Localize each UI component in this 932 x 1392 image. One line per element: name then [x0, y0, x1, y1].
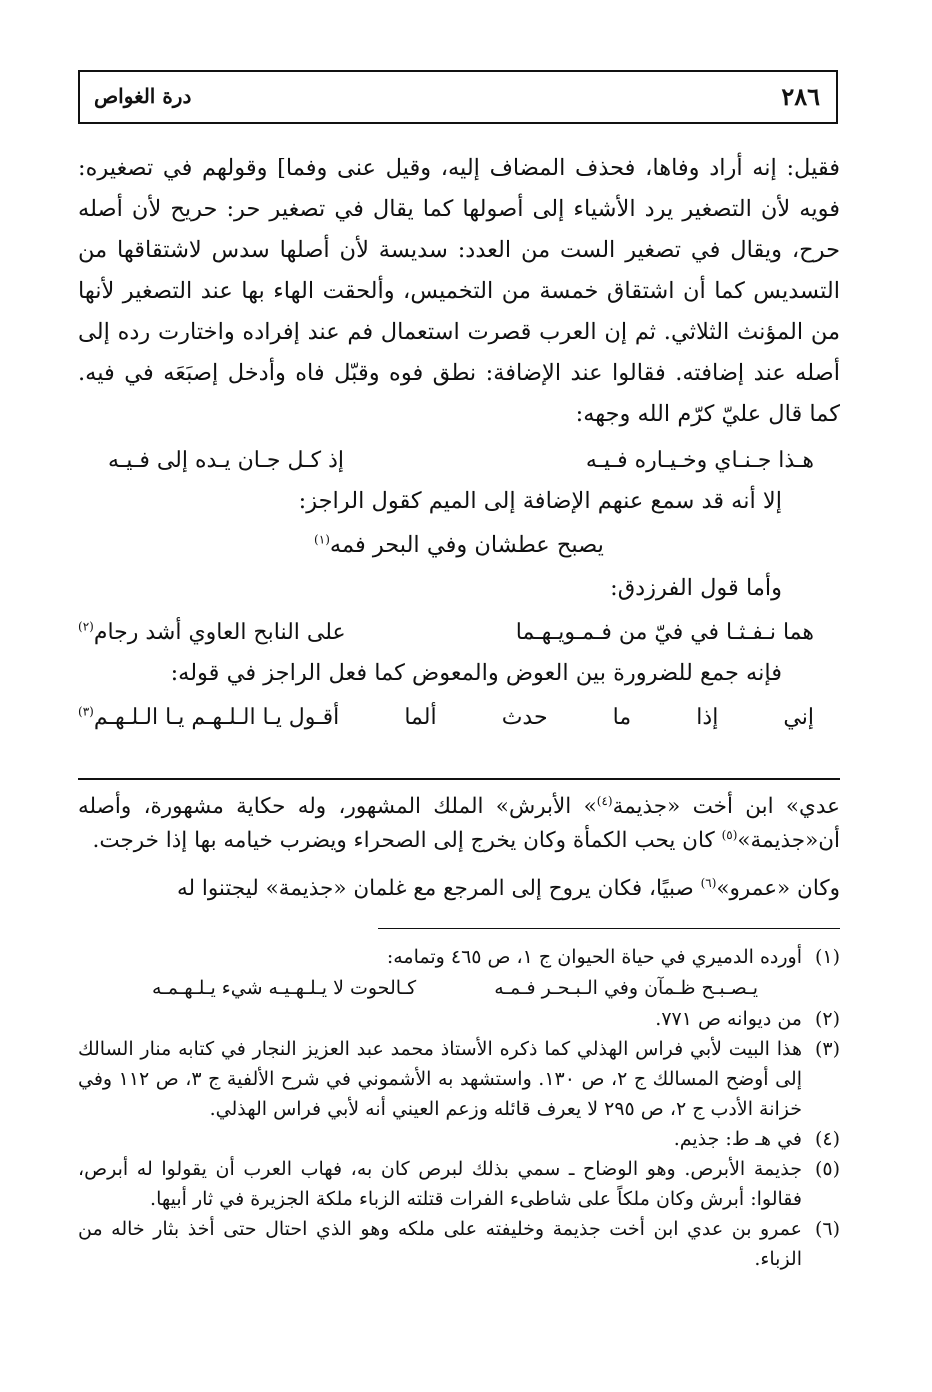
cont-2b: صبيًا، فكان يروح إلى المرجع مع غلمان «جذيمة» ليجتنوا له — [176, 876, 701, 901]
verse-1-right: هـذا جـنـاي وخـيـاره فـيـه — [585, 448, 814, 473]
footnote-number: (٤) — [814, 1128, 840, 1150]
cont-1c: كان يحب الكمأة وكان يخرج إلى الصحراء ويضرب خيامه بها إذا خرجت. — [92, 828, 722, 853]
verse-3-left: على النابح العاوي أشد رجام — [93, 620, 346, 645]
main-paragraph: فقيل: إنه أراد وفاها، فحذف المضاف إليه، وقيل عنى وفما] وقولهم في تصغيره: فويه لأن التصغير يرد الأشياء إلى أصولها كما يقال في تصغير حر: حريح لأن أصله حرح، ويقال في تصغير الست من العدد: سديسة لأن أصلها سدس لاشتقاقها من التسديس كما أن اشتقاق خمسة من التخميس، وألحقت الهاء بها عند التصغير لأنها من المؤنث الثلاثي. ثم إن العرب قصرت استعمال فم عند إفراده واختارت رده إلى أصله عند إضافته. فقالوا عند الإضافة: نطق فوه وقبّل فاه وأدخل إصبَعَه في فيه. كما قال عليّ كرّم الله وجهه: — [78, 155, 840, 427]
verse-3-right: هما نـفـثـا في فيّ من فـمـويـهـما — [515, 620, 814, 645]
footnote-ref-6: (٦) — [700, 875, 717, 890]
verse-4 — [78, 694, 840, 738]
continuation-paragraph-1 — [78, 790, 840, 858]
verse-2-text: يصبح عطشان وفي البحر فمه — [329, 532, 604, 558]
footnote-text: في هـ ط: جذيم. — [673, 1128, 802, 1150]
footnote-6 — [78, 1214, 840, 1274]
section-divider — [78, 778, 840, 780]
footnote-ref-5: (٥) — [721, 827, 738, 842]
line-farazdaq: وأما قول الفرزدق: — [610, 575, 782, 601]
footnote-ref-4: (٤) — [596, 793, 613, 808]
main-text — [78, 148, 840, 738]
verse-4-w1: إني — [783, 705, 814, 730]
verse-1-left: إذ كـل جـان يـده إلى فـيـه — [108, 448, 344, 473]
footnote-1-verse — [78, 972, 840, 1004]
line-after-verse-3: فإنه جمع للضرورة بين العوض والمعوض كما فعل الراجز في قوله: — [170, 660, 782, 686]
footnote-3 — [78, 1034, 840, 1124]
footnotes — [78, 942, 840, 1274]
footnote-number: (٢) — [814, 1008, 840, 1030]
footnote-divider — [378, 928, 840, 929]
footnote-text: عمرو بن عدي ابن أخت جذيمة وخليفته على ملكه وهو الذي احتال حتى أخذ بثار خاله من الزباء. — [78, 1218, 802, 1270]
footnote-number: (٣) — [814, 1038, 840, 1060]
footnote-number: (٥) — [814, 1158, 840, 1180]
cont-2a: وكان «عمرو» — [716, 876, 840, 901]
verse-3 — [78, 609, 840, 653]
footnote-ref-3: (٣) — [78, 704, 94, 719]
footnote-text: من ديوانه ص ٧٧١. — [655, 1008, 802, 1030]
footnote-1 — [78, 942, 840, 972]
footnote-number: (١) — [814, 946, 840, 968]
footnote-text: أورده الدميري في حياة الحيوان ج ١، ص ٤٦٥ وتمامه: — [386, 946, 802, 968]
footnote-text: جذيمة الأبرص. وهو الوضاح ـ سمي بذلك لبرص كان به، فهاب العرب أن يقولوا له أبرص، فقالوا: أبرش وكان ملكاً على شاطىء الفرات قتلته الزباء ملكة الجزيرة في ثار أبيها. — [78, 1158, 802, 1210]
continuation-text — [78, 790, 840, 906]
footnote-ref-1: (١) — [314, 532, 330, 547]
cont-1a: عدي» ابن أخت «جذيمة — [612, 794, 840, 819]
verse-4-w4: حدث — [501, 705, 548, 730]
verse-1 — [78, 435, 840, 481]
footnote-4 — [78, 1124, 840, 1154]
footnote-1-verse-left: كـالحوت لا يـلـهـيـه شيء يـلـهـمـه — [152, 977, 417, 999]
footnote-2 — [78, 1004, 840, 1034]
page-number: ٢٨٦ — [781, 82, 820, 111]
verse-4-w5: ألما — [404, 705, 437, 730]
footnote-text: هذا البيت لأبي فراس الهذلي كما ذكره الأستاذ محمد عبد العزيز النجار في كتابه منار السالك إلى أوضح المسالك ج ٢، ص ١٣٠. واستشهد به الأشموني في شرح الألفية ج ٣، ص ١١٢ وفي خزانة الأدب ج ٢، ص ٢٩٥ لا يعرف قائله وزعم العيني أنه لأبي فراس الهذلي. — [78, 1038, 802, 1120]
verse-4-w2: إذا — [696, 705, 719, 730]
cont-1b: » الأبرش» الملك المشهور، وله حكاية مشهورة، وأصله أن«جذيمة» — [78, 794, 840, 853]
footnote-ref-2: (٢) — [78, 619, 94, 634]
line-after-verse-1: إلا أنه قد سمع عنهم الإضافة إلى الميم كقول الراجز: — [298, 488, 782, 514]
verse-4-w6: أقـول يـا الـلـهـم يـا الـلـهـم — [93, 705, 340, 730]
footnote-number: (٦) — [814, 1218, 840, 1240]
verse-2 — [78, 522, 840, 568]
page-header — [78, 70, 838, 124]
footnote-5 — [78, 1154, 840, 1214]
continuation-paragraph-2 — [78, 872, 840, 906]
running-title: درة الغواص — [94, 84, 192, 108]
verse-4-w3: ما — [612, 705, 632, 730]
footnote-1-verse-right: يـصـبـح ظـمآن وفي الـبـحـر فـمـه — [494, 977, 758, 999]
